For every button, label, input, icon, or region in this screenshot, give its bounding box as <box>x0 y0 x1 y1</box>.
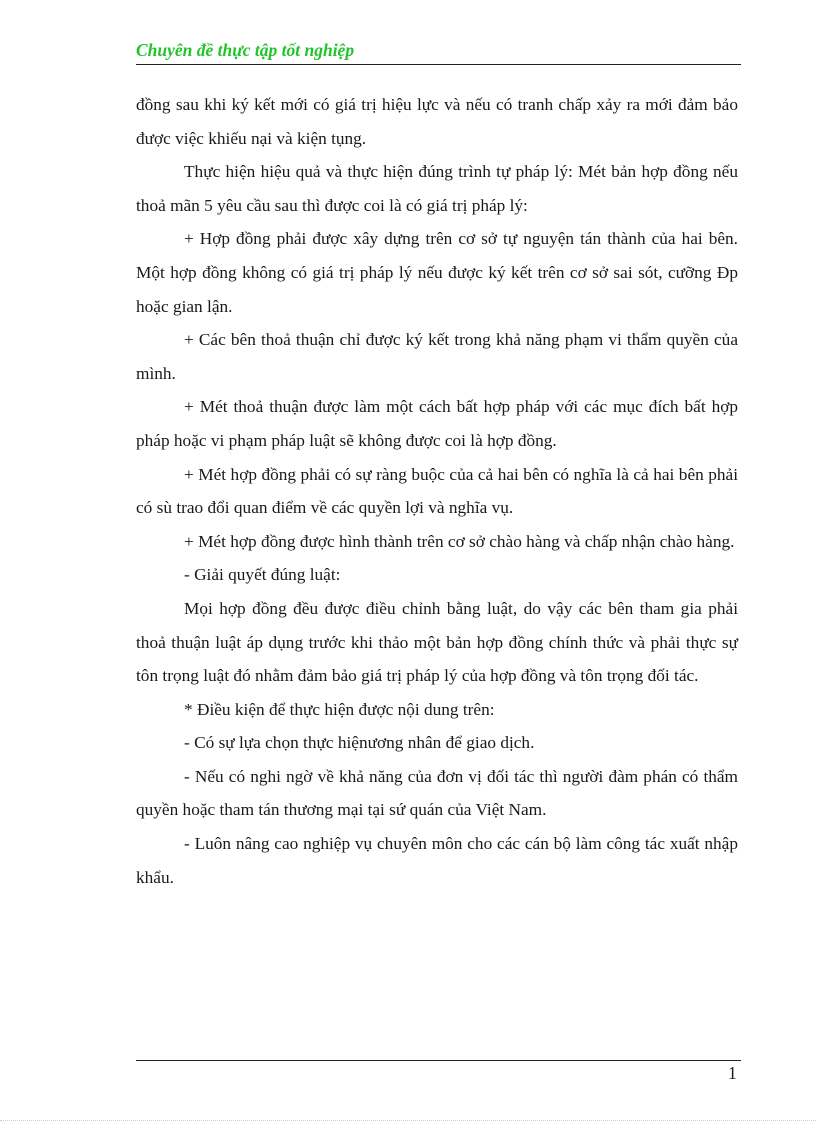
paragraph-conditions-heading: * Điều kiện để thực hiện được nội dung trên: <box>184 699 495 719</box>
paragraph-requirement-voluntary: + Hợp đồng phải được xây dựng trên cơ sở tự nguyện tán thành của hai bên. Một hợp đồng không có giá trị pháp lý nếu được ký kết trên cơ sở sai sót, cưỡng Ðp hoặc gian lận. <box>136 229 738 316</box>
paragraph-condition-training: - Luôn nâng cao nghiệp vụ chuyên môn cho các cán bộ làm công tác xuất nhập khẩu. <box>136 834 738 887</box>
paragraph-requirement-offer: + Mét hợp đồng được hình thành trên cơ sở chào hàng và chấp nhận chào hàng. <box>184 531 735 551</box>
page-header <box>136 38 741 65</box>
paragraph-continuation: đồng sau khi ký kết mới có giá trị hiệu lực và nếu có tranh chấp xảy ra mới đảm bảo được việc khiếu nại và kiện tụng. <box>136 95 738 148</box>
document-body <box>136 88 738 894</box>
paragraph-law-heading: - Giải quyết đúng luật: <box>184 565 341 585</box>
paragraph-legal-procedure: Thực hiện hiệu quả và thực hiện đúng trình tự pháp lý: Mét bản hợp đồng nếu thoả mãn 5 yêu cầu sau thì được coi là có giá trị pháp lý: <box>136 162 738 215</box>
header-title: Chuyên đề thực tập tốt nghiệp <box>136 40 355 60</box>
footer-divider <box>136 1060 741 1061</box>
paragraph-requirement-authority: + Các bên thoả thuận chỉ được ký kết trong khả năng phạm vi thẩm quyền của mình. <box>136 330 738 383</box>
paragraph-requirement-legality: + Mét thoả thuận được làm một cách bất hợp pháp với các mục đích bất hợp pháp hoặc vi phạm pháp luật sẽ không được coi là hợp đồng. <box>136 397 738 450</box>
paragraph-condition-verify: - Nếu có nghi ngờ về khả năng của đơn vị đối tác thì người đàm phán có thẩm quyền hoặc tham tán thương mại tại sứ quán của Việt Nam. <box>136 766 738 820</box>
paragraph-condition-partner: - Có sự lựa chọn thực hiệnương nhân để giao dịch. <box>184 733 535 753</box>
page-number: 1 <box>728 1063 737 1083</box>
paragraph-law-body: Mọi hợp đồng đều được điều chỉnh bằng luật, do vậy các bên tham gia phải thoả thuận luật áp dụng trước khi thảo một bản hợp đồng chính thức và phải thực sự tôn trọng luật đó nhằm đảm bảo giá trị pháp lý của hợp đồng và tôn trọng đối tác. <box>136 598 738 686</box>
page-bottom-edge <box>0 1120 816 1121</box>
paragraph-requirement-binding: + Mét hợp đồng phải có sự ràng buộc của cả hai bên có nghĩa là cả hai bên phải có sù trao đổi quan điểm về các quyền lợi và nghĩa vụ. <box>136 464 738 518</box>
